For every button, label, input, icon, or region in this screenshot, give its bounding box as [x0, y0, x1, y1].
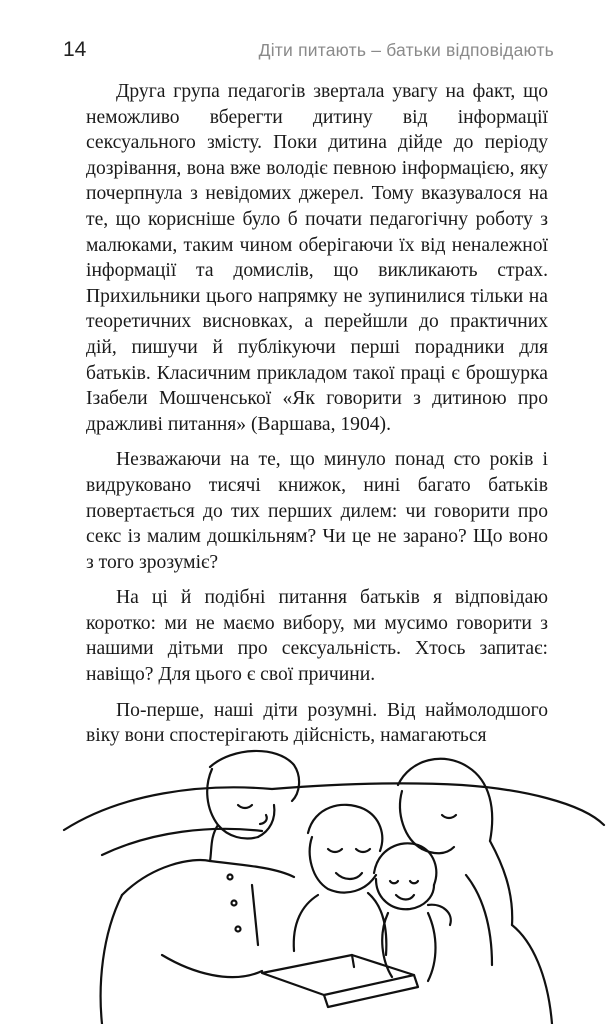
page-number: 14 — [63, 38, 87, 61]
father-figure — [101, 751, 299, 1024]
body-text — [86, 79, 548, 749]
paragraph-3: На ці й подібні питання батьків я відповідаю коротко: ми не маємо вибору, ми мусимо говорити з нашими дітьми про сексуальність. Хтось запитає: навіщо? Для цього є свої причини. — [86, 587, 548, 686]
paragraph-1: Друга група педагогів звертала увагу на факт, що неможливо вберегти дитину від інформації сексуального змісту. Поки дитина дійде до періоду дозрівання, вона вже володіє певною інформацією, яку почерпнула з невідомих джерел. Тому вказувалося на те, що корисніше було б почати педагогічну роботу з малюками, таким чином оберігаючи їх від неналежної інформації та домислів, що викликають страх. Прихильники цього напрямку не зупинилися тільки на теоретичних висновках, а перейшли до практичних дій, пишучи й публікуючи перші порадники для батьків. Класичним прикладом такої праці є брошурка Ізабели Мошченської «Як говорити з дитиною про дражливі питання» (Варшава, 1904). — [86, 81, 548, 435]
paragraph-4: По-перше, наші діти розумні. Від наймолодшого віку вони спостерігають дійсність, намагаються — [86, 699, 548, 747]
girl-figure — [374, 843, 451, 981]
running-header: Діти питають – батьки відповідають — [258, 40, 554, 60]
paragraph-2: Незважаючи на те, що минуло понад сто років і видруковано тисячі книжок, нині багато батьків повертається до тих перших дилем: чи говорити про секс із малим дошкільням? Чи це не зарано? Що воно з того зрозуміє? — [86, 449, 548, 573]
family-reading-illustration — [62, 745, 606, 1024]
boy-figure — [294, 805, 387, 955]
book — [262, 955, 418, 1007]
mother-figure — [398, 759, 552, 1024]
